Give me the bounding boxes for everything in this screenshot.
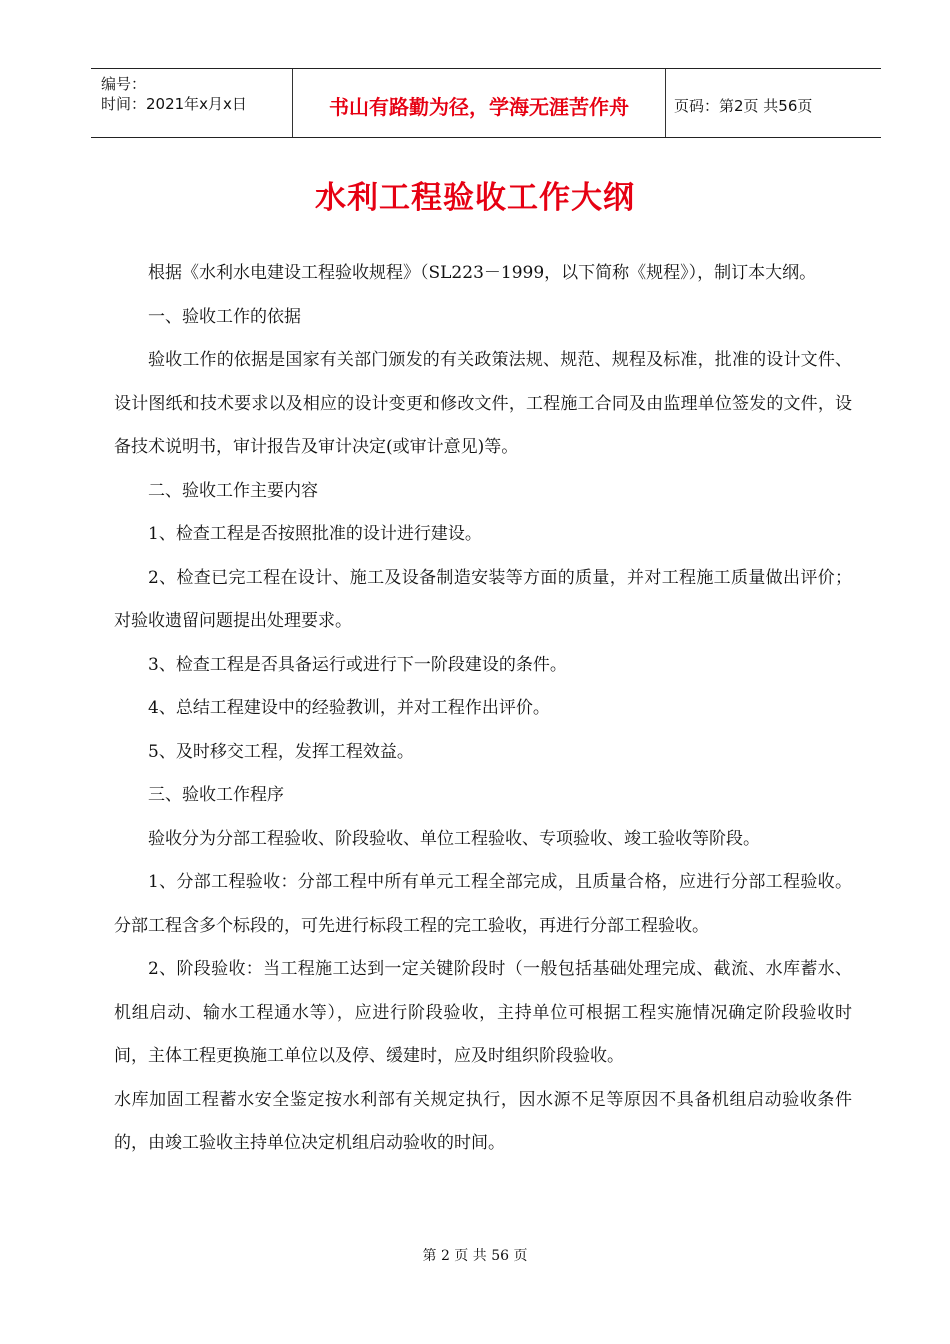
section-heading-1: 一、验收工作的依据	[148, 306, 301, 327]
document-time-label: 时间：2021年x月x日	[101, 95, 247, 113]
list-item: 5、及时移交工程，发挥工程效益。	[148, 741, 414, 762]
list-item: 3、检查工程是否具备运行或进行下一阶段建设的条件。	[148, 654, 567, 675]
list-item: 2、阶段验收：当工程施工达到一定关键阶段时（一般包括基础处理完成、截流、水库蓄水、机组启动、输水工程通水等），应进行阶段验收，主持单位可根据工程实施情况确定阶段验收时间，主体工程更换施工单位以及停、缓建时，应及时组织阶段验收。	[114, 959, 852, 1066]
paragraph-stages: 验收分为分部工程验收、阶段验收、单位工程验收、专项验收、竣工验收等阶段。	[148, 828, 760, 849]
header-page-cell	[666, 69, 881, 137]
header-page-code: 页码：第2页 共56页	[674, 97, 813, 115]
section-heading-2: 二、验收工作主要内容	[148, 480, 318, 501]
section-heading-3: 三、验收工作程序	[148, 785, 284, 805]
header-motto-cell	[293, 69, 666, 137]
page-footer: 第 2 页 共 56 页	[422, 1248, 528, 1264]
document-body	[114, 252, 852, 1166]
list-item: 4、总结工程建设中的经验教训，并对工程作出评价。	[148, 698, 550, 718]
document-title: 水利工程验收工作大纲	[315, 180, 635, 216]
list-item: 1、分部工程验收：分部工程中所有单元工程全部完成，且质量合格，应进行分部工程验收。分部工程含多个标段的，可先进行标段工程的完工验收，再进行分部工程验收。	[114, 872, 852, 936]
header-meta-cell	[91, 69, 293, 137]
header-motto: 书山有路勤为径，学海无涯苦作舟	[329, 95, 629, 119]
list-item: 2、检查已完工程在设计、施工及设备制造安装等方面的质量，并对工程施工质量做出评价；对验收遗留问题提出处理要求。	[114, 567, 852, 631]
paragraph-reservoir: 水库加固工程蓄水安全鉴定按水利部有关规定执行，因水源不足等原因不具备机组启动验收条件的，由竣工验收主持单位决定机组启动验收的时间。	[114, 1089, 852, 1153]
document-number-label: 编号：	[101, 75, 147, 93]
list-item: 1、检查工程是否按照批准的设计进行建设。	[148, 524, 482, 544]
paragraph-basis: 验收工作的依据是国家有关部门颁发的有关政策法规、规范、规程及标准，批准的设计文件、设计图纸和技术要求以及相应的设计变更和修改文件，工程施工合同及由监理单位签发的文件，设备技术说明书，审计报告及审计决定(或审计意见)等。	[114, 350, 852, 457]
paragraph-intro: 根据《水利水电建设工程验收规程》（SL223－1999，以下简称《规程》），制订本大纲。	[148, 263, 817, 283]
page-header	[91, 68, 881, 138]
